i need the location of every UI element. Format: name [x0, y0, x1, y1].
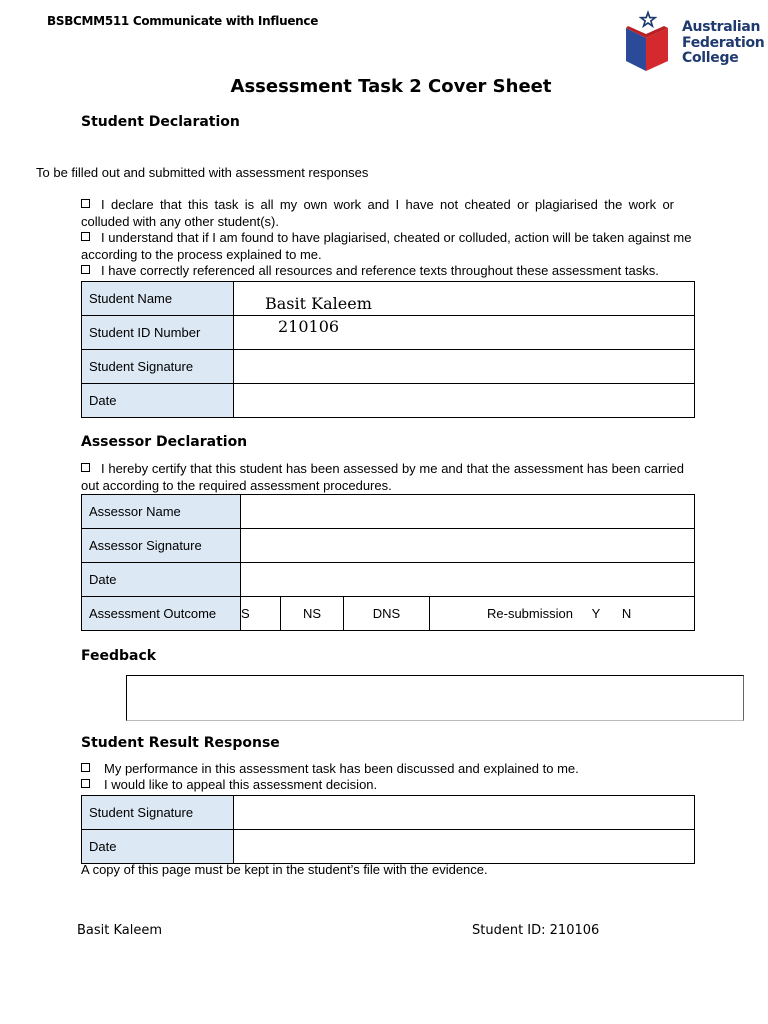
- table-row: [82, 563, 695, 597]
- logo-line-1: Australian: [682, 19, 761, 35]
- table-row: [82, 495, 695, 529]
- assessor-item-text: I hereby certify that this student has been assessed by me and that the assessment has been carried out according to the required assessment procedures.: [81, 461, 684, 493]
- outcome-s-option[interactable]: S: [241, 597, 281, 631]
- declaration-checkbox-2[interactable]: [81, 232, 90, 241]
- table-row: [82, 316, 695, 350]
- table-row: [82, 796, 695, 830]
- student-id-value: 210106: [278, 317, 340, 336]
- assessor-item: [81, 461, 684, 494]
- resubmission-no-option[interactable]: N: [621, 606, 632, 621]
- student-name-label: Student Name: [82, 282, 234, 316]
- outcome-ns-option[interactable]: NS: [281, 597, 344, 631]
- result-item-1-text: My performance in this assessment task has been discussed and explained to me.: [104, 761, 579, 776]
- assessor-checkbox[interactable]: [81, 463, 90, 472]
- result-signature-field[interactable]: [234, 796, 695, 830]
- logo-line-3: College: [682, 50, 739, 66]
- result-response-heading: Student Result Response: [81, 735, 280, 751]
- table-row: [82, 384, 695, 418]
- declaration-item-2-text: I understand that if I am found to have plagiarised, cheated or colluded, action will be taken against me according to the process explained to me.: [81, 230, 692, 262]
- page-title: Assessment Task 2 Cover Sheet: [230, 76, 552, 97]
- result-checkbox-1[interactable]: [81, 763, 90, 772]
- assessor-signature-label: Assessor Signature: [82, 529, 241, 563]
- assessor-date-label: Date: [82, 563, 241, 597]
- logo-line-2: Federation: [682, 34, 765, 51]
- assessment-outcome-label: Assessment Outcome: [82, 597, 241, 631]
- college-logo-emblem-icon: [624, 8, 676, 74]
- table-row: [82, 830, 695, 864]
- resubmission-yes-option[interactable]: Y: [591, 606, 601, 621]
- result-date-field[interactable]: [234, 830, 695, 864]
- declaration-item-1: [81, 197, 674, 230]
- student-declaration-intro: To be filled out and submitted with assessment responses: [36, 165, 369, 180]
- result-date-label: Date: [82, 830, 234, 864]
- outcome-resubmission-cell: [430, 597, 695, 631]
- result-item-1: [81, 761, 579, 778]
- declaration-item-3-text: I have correctly referenced all resources and reference texts throughout these assessment tasks.: [101, 263, 659, 278]
- result-item-2-text: I would like to appeal this assessment decision.: [104, 777, 378, 792]
- declaration-item-3: [81, 263, 693, 280]
- result-checkbox-2[interactable]: [81, 779, 90, 788]
- assessor-details-table: [81, 494, 695, 631]
- feedback-box[interactable]: [126, 675, 744, 721]
- table-row: [82, 350, 695, 384]
- declaration-item-1-text: I declare that this task is all my own work and I have not cheated or plagiarised the work or colluded with any other student(s).: [81, 197, 674, 229]
- college-logo-text: [682, 20, 764, 67]
- student-details-table: [81, 281, 695, 418]
- assessor-signature-field[interactable]: [241, 529, 695, 563]
- result-signature-label: Student Signature: [82, 796, 234, 830]
- result-item-2: [81, 777, 377, 794]
- assessor-name-field[interactable]: [241, 495, 695, 529]
- feedback-heading: Feedback: [81, 648, 157, 664]
- declaration-checkbox-3[interactable]: [81, 265, 90, 274]
- copy-note: A copy of this page must be kept in the student’s file with the evidence.: [81, 862, 488, 877]
- result-response-table: [81, 795, 695, 864]
- declaration-checkbox-1[interactable]: [81, 199, 90, 208]
- assessor-name-label: Assessor Name: [82, 495, 241, 529]
- student-name-value: Basit Kaleem: [265, 294, 372, 313]
- resubmission-label: Re-submission: [487, 606, 573, 621]
- college-logo: [624, 8, 764, 74]
- student-date-field[interactable]: [234, 384, 695, 418]
- declaration-item-2: [81, 230, 693, 263]
- assessor-declaration-heading: Assessor Declaration: [81, 434, 248, 450]
- outcome-dns-option[interactable]: DNS: [344, 597, 430, 631]
- assessor-date-field[interactable]: [241, 563, 695, 597]
- student-id-label: Student ID Number: [82, 316, 234, 350]
- student-signature-label: Student Signature: [82, 350, 234, 384]
- footer-student-id: Student ID: 210106: [472, 923, 600, 938]
- student-signature-field[interactable]: [234, 350, 695, 384]
- student-declaration-heading: Student Declaration: [81, 114, 240, 130]
- unit-header: BSBCMM511 Communicate with Influence: [47, 14, 319, 28]
- table-row: [82, 282, 695, 316]
- student-date-label: Date: [82, 384, 234, 418]
- table-row: [82, 597, 695, 631]
- table-row: [82, 529, 695, 563]
- footer-student-name: Basit Kaleem: [77, 923, 163, 938]
